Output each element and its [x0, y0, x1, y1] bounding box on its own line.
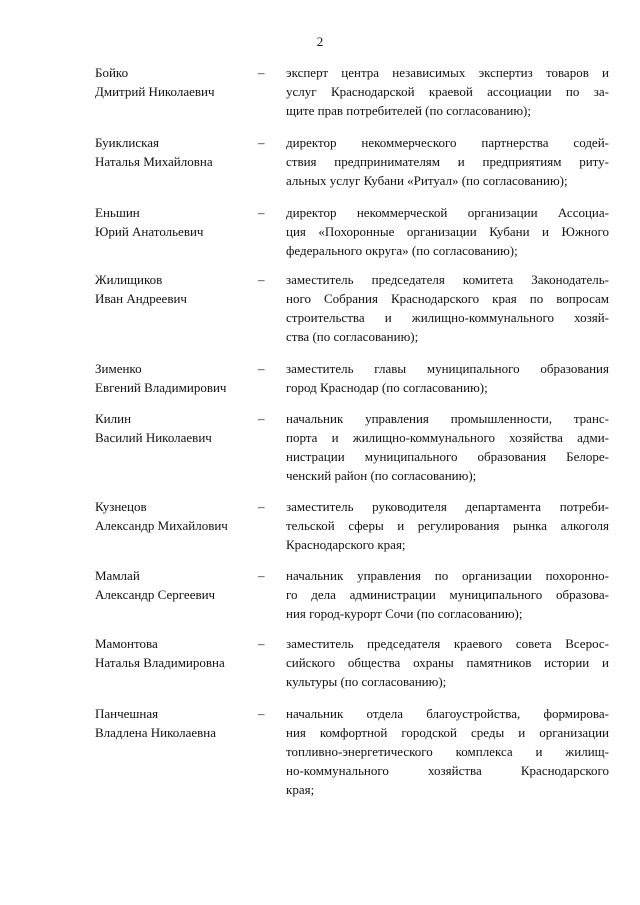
member-given-name: Дмитрий Николаевич [95, 84, 215, 99]
member-surname: Мамонтова [95, 636, 158, 651]
member-given-name: Иван Андреевич [95, 291, 187, 306]
position-line: культуры (по согласованию); [286, 674, 447, 689]
member-name [95, 566, 260, 604]
member-name [95, 63, 260, 101]
position-line: начальник управления промышленности, транс- [286, 411, 609, 426]
position-line: щите прав потребителей (по согласованию); [286, 103, 531, 118]
position-line: ства (по согласованию); [286, 329, 419, 344]
member-name [95, 133, 260, 171]
member-surname: Панчешная [95, 706, 159, 721]
member-name [95, 270, 260, 308]
member-surname: Еньшин [95, 205, 140, 220]
dash-separator: – [258, 499, 265, 514]
member-position [286, 203, 609, 260]
dash-separator: – [258, 135, 265, 150]
position-line: заместитель председателя комитета Законодатель- [286, 272, 609, 287]
member-given-name: Василий Николаевич [95, 430, 212, 445]
dash-separator: – [258, 636, 265, 651]
position-line: ния город-курорт Сочи (по согласованию); [286, 606, 523, 621]
member-position [286, 63, 609, 120]
position-line: услуг Краснодарской краевой ассоциации по за- [286, 84, 609, 99]
dash-separator: – [258, 205, 265, 220]
position-line: строительства и жилищно-коммунального хозяй- [286, 310, 609, 325]
member-given-name: Наталья Владимировна [95, 655, 225, 670]
position-line: ция «Похоронные организации Кубани и Южного [286, 224, 609, 239]
position-line: ствия предпринимателям и предприятиям риту- [286, 154, 609, 169]
position-line: заместитель главы муниципального образования [286, 361, 609, 376]
member-name [95, 203, 260, 241]
member-name [95, 497, 260, 535]
member-surname: Кузнецов [95, 499, 147, 514]
member-surname: Жилищиков [95, 272, 163, 287]
member-position [286, 359, 609, 397]
dash-separator: – [258, 272, 265, 287]
position-line: тельской сферы и регулирования рынка алкоголя [286, 518, 609, 533]
position-line: топливно-энергетического комплекса и жилищ- [286, 744, 609, 759]
member-surname: Мамлай [95, 568, 140, 583]
member-surname: Буиклиская [95, 135, 159, 150]
position-line: нистрации муниципального образования Белоре- [286, 449, 609, 464]
member-position [286, 270, 609, 346]
position-line: альных услуг Кубани «Ритуал» (по согласованию); [286, 173, 568, 188]
member-name [95, 634, 260, 672]
dash-separator: – [258, 706, 265, 721]
member-surname: Бойко [95, 65, 129, 80]
member-position [286, 634, 609, 691]
position-line: эксперт центра независимых экспертиз товаров и [286, 65, 609, 80]
position-line: директор некоммерческого партнерства содей- [286, 135, 609, 150]
position-line: федерального округа» (по согласованию); [286, 243, 518, 258]
position-line: заместитель руководителя департамента потреби- [286, 499, 609, 514]
position-line: начальник отдела благоустройства, формирова- [286, 706, 609, 721]
position-line: начальник управления по организации похоронно- [286, 568, 609, 583]
member-surname: Килин [95, 411, 132, 426]
member-given-name: Александр Сергеевич [95, 587, 216, 602]
member-given-name: Владлена Николаевна [95, 725, 216, 740]
dash-separator: – [258, 568, 265, 583]
position-line: но-коммунального хозяйства Краснодарского [286, 763, 609, 778]
position-line: го дела администрации муниципального образова- [286, 587, 609, 602]
position-line: ния комфортной городской среды и организации [286, 725, 609, 740]
member-name [95, 704, 260, 742]
position-line: сийского общества охраны памятников истории и [286, 655, 609, 670]
member-given-name: Юрий Анатольевич [95, 224, 204, 239]
member-position [286, 409, 609, 485]
position-line: Краснодарского края; [286, 537, 406, 552]
member-given-name: Наталья Михайловна [95, 154, 213, 169]
position-line: ченский район (по согласованию); [286, 468, 477, 483]
page-number: 2 [316, 34, 324, 49]
member-position [286, 704, 609, 799]
position-line: заместитель председателя краевого совета Всерос- [286, 636, 609, 651]
member-position [286, 566, 609, 623]
member-position [286, 497, 609, 554]
position-line: ного Собрания Краснодарского края по вопросам [286, 291, 609, 306]
member-surname: Зименко [95, 361, 142, 376]
position-line: порта и жилищно-коммунального хозяйства адми- [286, 430, 609, 445]
member-name [95, 359, 260, 397]
member-name [95, 409, 260, 447]
position-line: город Краснодар (по согласованию); [286, 380, 488, 395]
dash-separator: – [258, 411, 265, 426]
position-line: директор некоммерческой организации Ассоциа- [286, 205, 609, 220]
dash-separator: – [258, 361, 265, 376]
member-position [286, 133, 609, 190]
position-line: края; [286, 782, 315, 797]
member-given-name: Александр Михайлович [95, 518, 228, 533]
member-given-name: Евгений Владимирович [95, 380, 227, 395]
dash-separator: – [258, 65, 265, 80]
